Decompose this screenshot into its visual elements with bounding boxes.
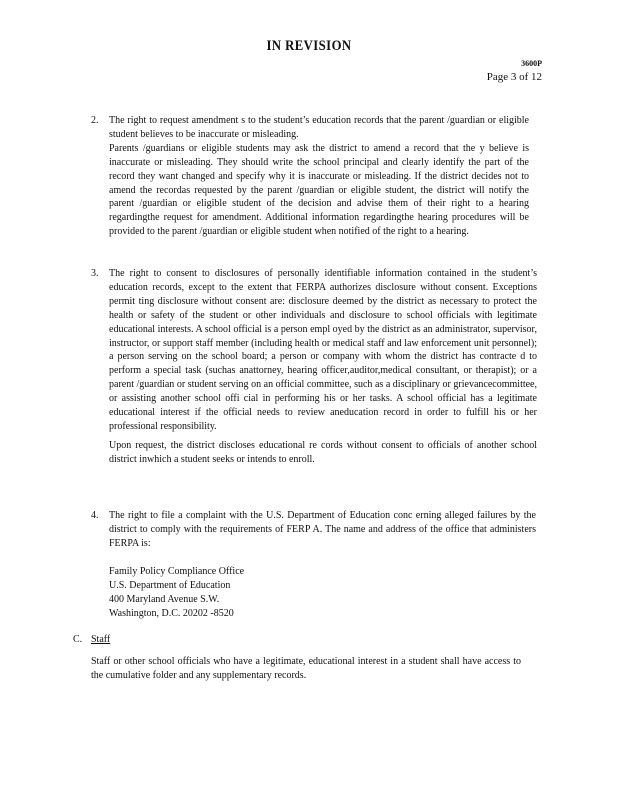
item-paragraph: The right to consent to disclosures of personally identifiable information contained in the student’s education records, except to the extent that FERPA authorizes disclosure without consent. Exceptions permit ting disclosure without consent are: disclosure deemed by the district as necessary to protect the health or safety of the student or other individuals and disclosure to school officials with legitimate educational interests. A school official is a person empl oyed by the district as an administrator, supervisor, instructor, or support staff member (including health or medical staff and law enforcement unit personnel); a person serving on the school board; a person or company with whom the district has contracte d to perform a special task (suchas anattorney, hearing officer,auditor,medical consultant, or therapist); or a parent /guardian or student serving on an official committee, such as a disciplinary or grievancecommittee, or assisting another school offi cial in performing his or her tasks. A school official has a legitimate educational interest if the official needs to review aneducation record in order to fulfill his or her professional responsibility.: [109, 268, 537, 432]
item-paragraph: The right to file a complaint with the U.S. Department of Education conc erning alleged failures by the district to comply with the requirements of FERP A. The name and address of the office that administers FERPA is:: [109, 510, 536, 549]
address-line: U.S. Department of Education: [109, 579, 231, 591]
item-paragraph: The right to request amendment s to the student’s education records that the parent /guardian or eligible student believes to be inaccurate or misleading.: [109, 115, 529, 140]
list-item-2: [91, 114, 529, 239]
page-number: Page 3 of 12: [486, 71, 542, 83]
address-line: Washington, D.C. 20202 -8520: [109, 607, 234, 619]
section-letter: C.: [73, 634, 83, 645]
office-address: [109, 565, 244, 621]
address-line: Family Policy Compliance Office: [109, 566, 245, 577]
list-item-4: [91, 509, 536, 551]
section-heading: Staff: [91, 634, 111, 645]
section-c-text: Staff or other school officials who have a legitimate, educational interest in a student shall have access to the cumulative folder and any supplementary records.: [91, 656, 521, 681]
page-title: IN REVISION: [266, 38, 352, 54]
item-paragraph: Parents /guardians or eligible students may ask the district to amend a record that the y believe is inaccurate or misleading. They should write the school principal and clearly identify the part of the record they want changed and specify why it is inaccurate or misleading. If the district decides not to amend the recordas requested by the parent /guardian or eligible student, the district will notify the parent /guardian or eligible student of the decision and advise them of their right to a hearing regardingthe request for amendment. Additional information regardingthe hearing procedures will be provided to the parent /guardian or eligible student when notified of the right to a hearing.: [109, 142, 529, 238]
list-item-3: [91, 267, 537, 467]
item-paragraph: Upon request, the district discloses educational re cords without consent to officials of another school district inwhich a student seeks or intends to enroll.: [109, 439, 537, 465]
item-number: 3.: [91, 268, 99, 279]
address-line: 400 Maryland Avenue S.W.: [109, 593, 220, 605]
policy-code: 3600P: [521, 59, 542, 68]
item-number: 4.: [91, 510, 99, 521]
item-number: 2.: [91, 115, 99, 126]
section-c-header: [73, 633, 110, 647]
